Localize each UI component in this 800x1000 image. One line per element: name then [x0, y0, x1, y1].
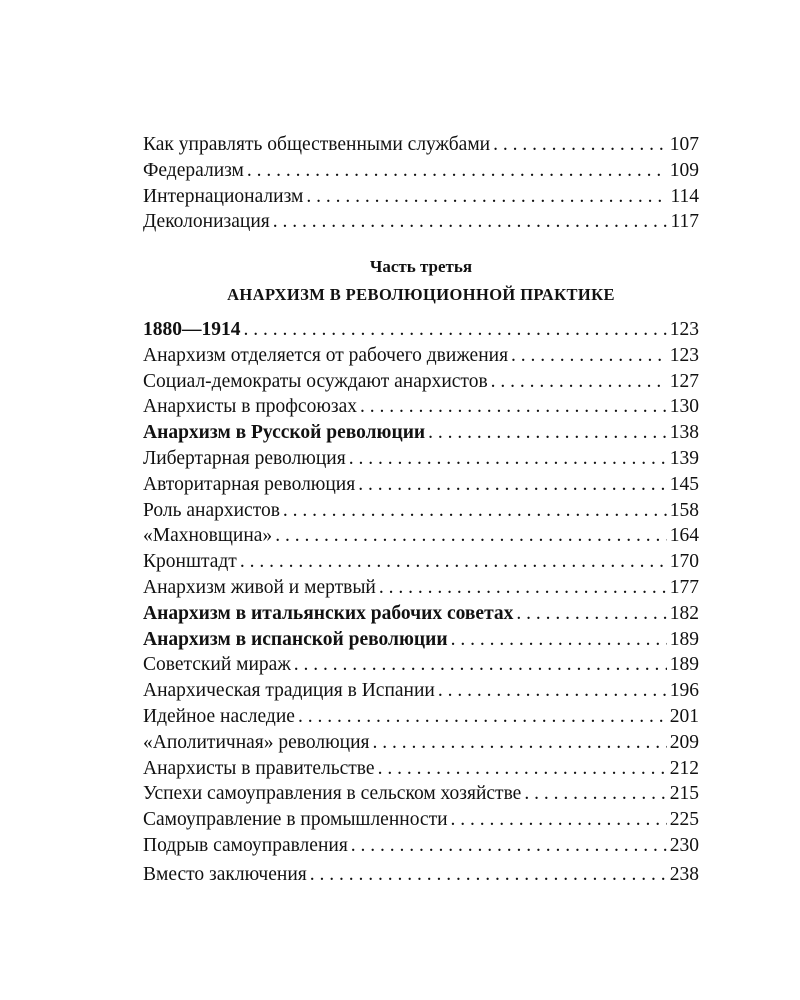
toc-entry[interactable] — [143, 420, 699, 446]
toc-entry-page: 230 — [669, 834, 699, 856]
dot-leader — [451, 627, 667, 653]
toc-entry[interactable] — [143, 184, 699, 210]
toc-entry-page: 138 — [669, 422, 699, 444]
dot-leader — [294, 652, 667, 678]
toc-entry[interactable] — [143, 627, 699, 653]
dot-leader — [428, 420, 667, 446]
toc-entry-title: Советский мираж — [143, 654, 291, 676]
part-label: Часть третья — [369, 257, 473, 276]
toc-entry-page: 189 — [669, 628, 699, 650]
toc-entry[interactable] — [143, 730, 699, 756]
toc-entry[interactable] — [143, 807, 699, 833]
dot-leader — [358, 472, 667, 498]
dot-leader — [491, 369, 667, 395]
toc-entry-title: Анархическая традиция в Испании — [143, 680, 435, 702]
toc-entry-page: 145 — [669, 473, 699, 495]
dot-leader — [244, 317, 667, 343]
toc-list-main — [143, 317, 699, 859]
dot-leader — [379, 575, 667, 601]
toc-entry-title: Подрыв самоуправления — [143, 834, 348, 856]
toc-entry[interactable] — [143, 601, 699, 627]
toc-entry-page: 164 — [669, 525, 699, 547]
toc-entry[interactable] — [143, 132, 699, 158]
toc-entry-page: 123 — [669, 344, 699, 366]
toc-entry-page: 117 — [670, 211, 699, 233]
dot-leader — [351, 833, 667, 859]
dot-leader — [273, 209, 668, 235]
dot-leader — [516, 601, 666, 627]
toc-entry-title: Как управлять общественными службами — [143, 134, 491, 155]
toc-entry[interactable] — [143, 652, 699, 678]
toc-entry[interactable] — [143, 523, 699, 549]
toc-entry-page: 201 — [669, 705, 699, 727]
toc-entry-title: Деколонизация — [143, 211, 270, 233]
toc-entry-title: «Махновщина» — [143, 525, 273, 547]
toc-entry-page: 177 — [669, 576, 699, 598]
toc-entry-page: 127 — [669, 370, 699, 392]
toc-entry-title: «Аполитичная» революция — [143, 731, 370, 753]
dot-leader — [283, 498, 667, 524]
toc-entry-title: Анархисты в правительстве — [143, 757, 375, 779]
toc-entry-page: 196 — [669, 680, 699, 702]
toc-entry-title: Федерализм — [143, 159, 244, 181]
dot-leader — [240, 549, 667, 575]
toc-entry-page: 130 — [669, 396, 699, 418]
toc-entry-page: 170 — [669, 551, 699, 573]
toc-entry[interactable] — [143, 343, 699, 369]
toc-entry[interactable] — [143, 756, 699, 782]
toc-entry-page: 209 — [669, 731, 699, 753]
toc-entry-title: Анархизм живой и мертвый — [143, 576, 376, 598]
toc-entry-page: 107 — [669, 134, 699, 155]
toc-entry-page: 225 — [669, 809, 699, 831]
toc-entry[interactable] — [143, 704, 699, 730]
toc-entry-title: Идейное наследие — [143, 705, 295, 727]
toc-entry-title: Успехи самоуправления в сельском хозяйстве — [143, 783, 522, 805]
toc-entry[interactable] — [143, 209, 699, 235]
toc-entry-title: Вместо заключения — [143, 864, 307, 885]
toc-entry[interactable] — [143, 472, 699, 498]
toc-entry-title: Авторитарная революция — [143, 473, 356, 495]
dot-leader — [524, 781, 666, 807]
toc-entry[interactable] — [143, 678, 699, 704]
dot-leader — [275, 523, 667, 549]
dot-leader — [451, 807, 667, 833]
toc-list-top — [143, 132, 699, 235]
toc-entry-page: 182 — [669, 602, 699, 624]
toc-entry-title: 1880—1914 — [143, 319, 241, 340]
toc-entry-title: Анархизм отделяется от рабочего движения — [143, 344, 509, 366]
toc-entry-title: Анархизм в испанской революции — [143, 628, 448, 650]
toc-entry[interactable] — [143, 446, 699, 472]
toc-entry-page: 212 — [669, 757, 699, 779]
dot-leader — [310, 862, 667, 888]
toc-entry[interactable] — [143, 369, 699, 395]
toc-entry-page: 109 — [669, 159, 699, 181]
toc-entry-page: 215 — [669, 783, 699, 805]
toc-entry[interactable] — [143, 781, 699, 807]
toc-entry-title: Кронштадт — [143, 551, 237, 573]
toc-entry-title: Либертарная революция — [143, 447, 346, 469]
toc-entry[interactable] — [143, 158, 699, 184]
toc-entry-title: Анархизм в Русской революции — [143, 422, 426, 444]
toc-entry-title: Анархизм в итальянских рабочих советах — [143, 602, 514, 624]
toc-entry-title: Социал-демократы осуждают анархистов — [143, 370, 488, 392]
toc-entry-title: Интернационализм — [143, 185, 304, 207]
toc-entry-page: 189 — [669, 654, 699, 676]
dot-leader — [438, 678, 667, 704]
part-title: АНАРХИЗМ В РЕВОЛЮЦИОННОЙ ПРАКТИКЕ — [227, 285, 615, 304]
toc-entry-page: 158 — [669, 499, 699, 521]
toc-list-end — [143, 862, 699, 888]
toc-entry-page: 114 — [670, 185, 699, 207]
dot-leader — [493, 132, 667, 158]
dot-leader — [373, 730, 667, 756]
toc-entry[interactable] — [143, 317, 699, 343]
dot-leader — [360, 394, 667, 420]
dot-leader — [306, 184, 667, 210]
toc-entry-page: 139 — [669, 447, 699, 469]
toc-entry[interactable] — [143, 833, 699, 859]
toc-entry-page: 238 — [669, 864, 699, 885]
dot-leader — [511, 343, 667, 369]
toc-entry[interactable] — [143, 498, 699, 524]
dot-leader — [247, 158, 667, 184]
dot-leader — [298, 704, 667, 730]
toc-entry[interactable] — [143, 394, 699, 420]
toc-entry-title: Роль анархистов — [143, 499, 280, 521]
dot-leader — [378, 756, 667, 782]
toc-entry[interactable] — [143, 862, 699, 888]
toc-entry[interactable] — [143, 549, 699, 575]
toc-entry-page: 123 — [669, 319, 699, 340]
toc-entry[interactable] — [143, 575, 699, 601]
toc-entry-title: Анархисты в профсоюзах — [143, 396, 357, 418]
dot-leader — [349, 446, 667, 472]
toc-entry-title: Самоуправление в промышленности — [143, 809, 448, 831]
